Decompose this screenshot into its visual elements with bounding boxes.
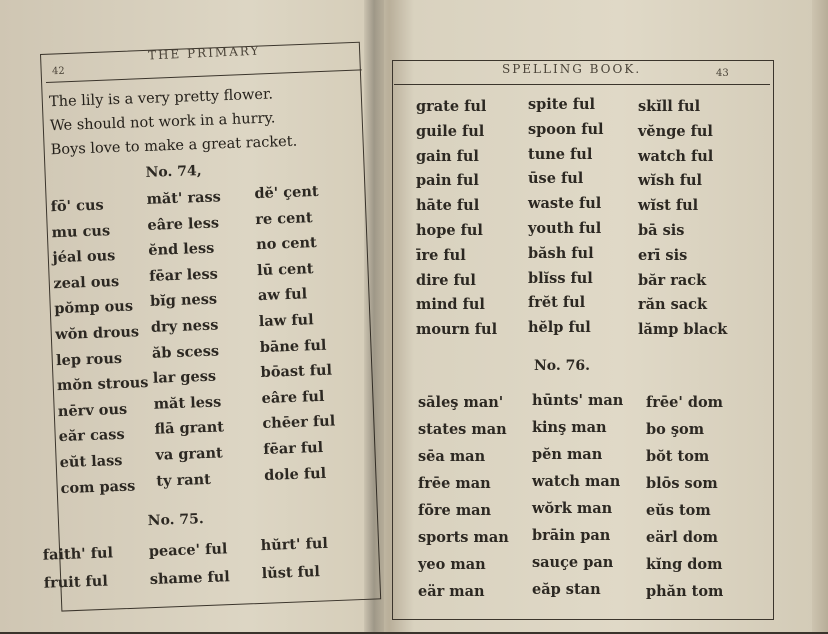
sentence: We should not work in a hurry. <box>49 110 276 135</box>
spelling-word: ĕnd less <box>148 239 215 260</box>
spelling-word: eâre ful <box>261 387 325 407</box>
lesson-heading-76: No. 76. <box>534 358 590 374</box>
spelling-word: băsh ful <box>528 244 594 262</box>
spelling-word: sāleş man' <box>418 394 504 411</box>
spelling-word: wŏn drous <box>54 323 140 344</box>
spelling-word: waste ful <box>528 195 602 213</box>
spelling-word: nērv ous <box>57 400 128 420</box>
spelling-word: bŏt tom <box>646 448 710 465</box>
spelling-word: vĕnge ful <box>638 122 713 140</box>
spelling-word: frēe' dom <box>646 394 723 411</box>
right-page-number: 43 <box>716 68 729 79</box>
spelling-word: shame ful <box>149 568 231 589</box>
spelling-word: aw ful <box>257 285 308 305</box>
spelling-word: wĭst ful <box>638 197 699 215</box>
spelling-word: fēar less <box>148 265 219 285</box>
spelling-word: gain ful <box>416 147 479 165</box>
spelling-word: states man <box>418 421 507 438</box>
spelling-word: faith' ful <box>42 544 114 564</box>
spelling-word: jéal ous <box>52 247 116 267</box>
spelling-word: eärl dom <box>646 529 718 546</box>
spelling-word: frĕt ful <box>528 294 586 312</box>
spelling-word: kinş man <box>532 419 607 436</box>
left-page <box>0 0 372 632</box>
spelling-word: măt' rass <box>146 188 222 208</box>
spelling-word: frēe man <box>418 475 491 492</box>
spelling-word: tune ful <box>528 145 593 163</box>
spelling-word: guile ful <box>416 122 485 140</box>
spelling-word: hūnts' man <box>532 392 624 409</box>
spelling-word: kĭng dom <box>646 556 723 573</box>
sentence: Boys love to make a great racket. <box>50 133 298 159</box>
spelling-word: lū cent <box>256 259 314 279</box>
spelling-word: băr rack <box>638 271 707 289</box>
spelling-word: dry ness <box>150 316 219 336</box>
page-edge <box>812 0 828 632</box>
spelling-word: bā sis <box>638 222 685 239</box>
spelling-word: măt less <box>153 393 222 413</box>
spelling-word: mŏn strous <box>56 374 149 395</box>
spelling-word: law ful <box>258 311 314 331</box>
left-page-number: 42 <box>51 65 65 78</box>
spelling-word: re cent <box>255 208 313 228</box>
spelling-word: pŏmp ous <box>54 297 134 318</box>
spelling-word: dĕ' çent <box>254 182 319 203</box>
spelling-word: grate ful <box>416 98 487 115</box>
lesson-heading-74: No. 74, <box>145 162 202 181</box>
spelling-word: mu cus <box>51 221 111 241</box>
spelling-word: wŏrk man <box>532 500 613 517</box>
spelling-word: hāte ful <box>416 197 480 215</box>
spelling-word: eăp stan <box>532 581 601 598</box>
left-running-head: THE PRIMARY <box>147 43 261 63</box>
spelling-word: lămp black <box>638 321 728 339</box>
spelling-word: fōre man <box>418 502 492 519</box>
spelling-word: īre ful <box>416 246 466 264</box>
book-gutter <box>364 0 384 632</box>
spelling-word: ăb scess <box>151 342 220 362</box>
spelling-word: ūse ful <box>528 170 584 188</box>
spelling-word: bōast ful <box>260 361 333 382</box>
right-header-rule <box>394 84 770 85</box>
sentence: The lily is a very pretty flower. <box>48 86 274 111</box>
spelling-word: spite ful <box>528 96 596 113</box>
spelling-word: mourn ful <box>416 321 498 339</box>
spelling-word: hŭrt' ful <box>260 534 329 555</box>
spelling-word: hope ful <box>416 222 483 239</box>
spelling-word: wĭsh ful <box>638 172 703 190</box>
spelling-word: lŭst ful <box>261 563 321 583</box>
spelling-word: watch man <box>532 473 621 490</box>
spelling-word: lar gess <box>152 367 217 387</box>
spelling-word: erī sis <box>638 246 688 264</box>
spelling-word: blĭss ful <box>528 269 593 287</box>
spelling-word: sports man <box>418 529 509 546</box>
spelling-word: phăn tom <box>646 583 724 600</box>
spelling-word: eăr cass <box>58 426 125 446</box>
spelling-word: va grant <box>155 444 224 464</box>
spelling-word: răn sack <box>638 296 708 314</box>
spelling-word: bo şom <box>646 421 705 438</box>
spelling-word: brāin pan <box>532 527 611 544</box>
spelling-word: sēa man <box>418 448 486 465</box>
spelling-word: watch ful <box>638 147 714 165</box>
spelling-word: com pass <box>60 477 136 497</box>
spelling-word: hĕlp ful <box>528 319 591 337</box>
spelling-word: pĕn man <box>532 446 603 463</box>
spelling-word: eär man <box>418 583 485 600</box>
spelling-word: spoon ful <box>528 120 604 138</box>
spelling-word: fō' cus <box>50 196 104 216</box>
spelling-word: zeal ous <box>53 272 120 293</box>
spelling-word: eŭs tom <box>646 502 711 519</box>
spelling-word: ty rant <box>156 470 212 490</box>
spelling-word: eâre less <box>147 214 220 234</box>
spelling-word: fēar ful <box>263 438 324 458</box>
right-page <box>382 0 828 632</box>
lesson-heading-75: No. 75. <box>147 511 205 530</box>
spelling-word: bĭg ness <box>149 290 218 311</box>
spelling-word: dire ful <box>416 271 476 289</box>
spelling-word: fruit ful <box>43 572 109 592</box>
spelling-word: sauçe pan <box>532 554 614 571</box>
spelling-word: pain ful <box>416 172 479 190</box>
spelling-word: eŭt lass <box>59 451 123 472</box>
left-body <box>0 0 383 634</box>
right-running-head: SPELLING BOOK. <box>502 62 642 76</box>
spelling-word: flā grant <box>154 418 225 439</box>
spelling-word: chēer ful <box>262 412 336 433</box>
spelling-word: skĭll ful <box>638 98 701 115</box>
spelling-word: dole ful <box>263 464 327 484</box>
spelling-word: lep rous <box>55 349 123 369</box>
spelling-word: no cent <box>255 234 318 254</box>
spelling-word: blōs som <box>646 475 718 492</box>
spelling-word: peace' ful <box>148 540 228 561</box>
spelling-word: mind ful <box>416 296 485 314</box>
spelling-word: youth ful <box>528 220 602 237</box>
spelling-word: bāne ful <box>259 336 327 356</box>
spelling-word: yeo man <box>418 556 486 573</box>
